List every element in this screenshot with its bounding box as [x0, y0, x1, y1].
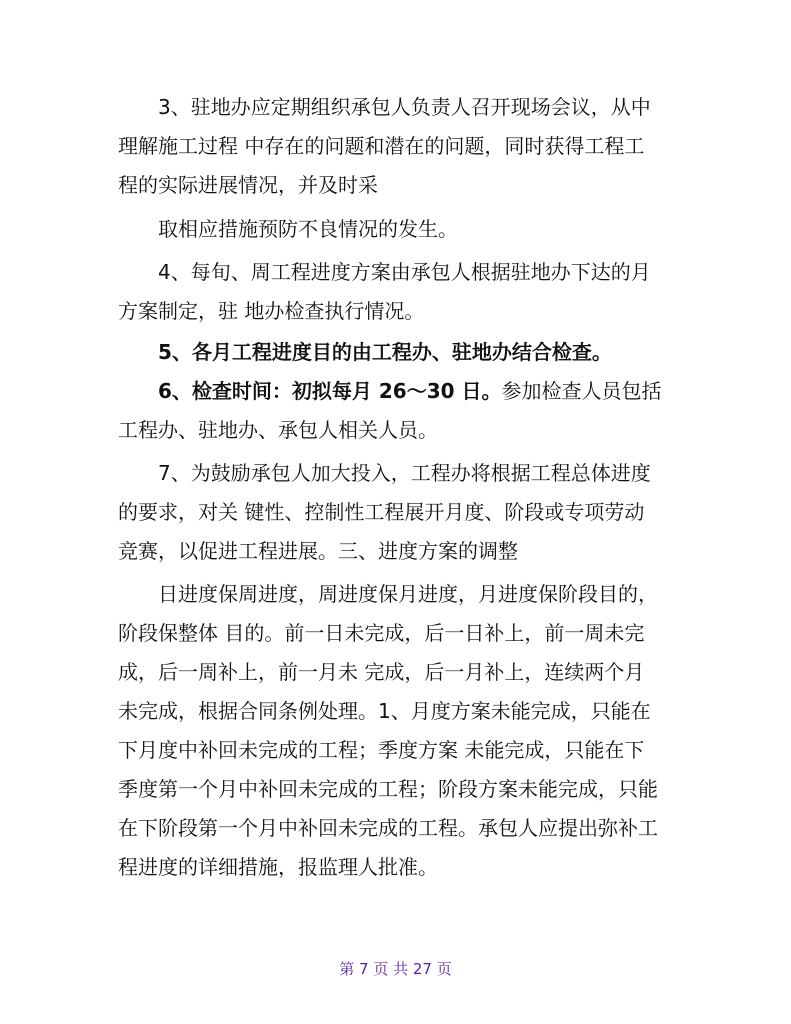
text-line: 下月度中补回未完成的工程；季度方案 未能完成，只能在下: [118, 738, 645, 762]
text-line: 日进度保周进度，周进度保月进度，月进度保阶段目的，: [118, 582, 658, 606]
text-line: 理解施工过程 中存在的问题和潜在的问题，同时获得工程工: [118, 134, 645, 158]
text-line: 程的实际进展情况，并及时采: [118, 173, 378, 197]
text-line: 工程办、驻地办、承包人相关人员。: [118, 418, 438, 442]
paragraph-item-7: [118, 454, 678, 571]
text-line: 5、各月工程进度目的由工程办、驻地办结合检查。: [118, 340, 612, 364]
text-line: 在下阶段第一个月中补回未完成的工程。承包人应提出弥补工: [118, 816, 658, 840]
paragraph-item-5: [118, 333, 678, 372]
paragraph-continuation: [118, 210, 678, 249]
text-line: [118, 372, 678, 411]
text-line: 季度第一个月中补回未完成的工程；阶段方案未能完成，只能: [118, 777, 658, 801]
paragraph-schedule-adjustment: [118, 575, 678, 887]
paragraph-item-4: [118, 253, 678, 331]
bold-text: 6、检查时间：初拟每月 26～30 日。: [118, 379, 502, 403]
text-line: 3、驻地办应定期组织承包人负责人召开现场会议，从中: [118, 95, 651, 119]
text-line: 竞赛，以促进工程进展。三、进度方案的调整: [118, 539, 518, 563]
text-line: 程进度的详细措施，报监理人批准。: [118, 855, 438, 879]
paragraph-item-3: [118, 88, 678, 205]
text-line: 取相应措施预防不良情况的发生。: [118, 217, 458, 241]
page-number-footer: 第 7 页 共 27 页: [339, 960, 452, 978]
text-line: 4、每旬、周工程进度方案由承包人根据驻地办下达的月: [118, 260, 651, 284]
text-line: 方案制定，驻 地办检查执行情况。: [118, 299, 425, 323]
text-line: 成，后一周补上，前一月未 完成，后一月补上，连续两个月: [118, 660, 645, 684]
text-line: 未完成，根据合同条例处理。1、月度方案未能完成，只能在: [118, 699, 651, 723]
text-line: 阶段保整体 目的。前一日未完成，后一日补上，前一周未完: [118, 621, 645, 645]
text-line: 7、为鼓励承包人加大投入，工程办将根据工程总体进度: [118, 461, 651, 485]
normal-text: 参加检查人员包括: [501, 379, 662, 403]
paragraph-item-6: [118, 372, 678, 450]
text-line: 的要求，对关 键性、控制性工程展开月度、阶段或专项劳动: [118, 500, 645, 524]
